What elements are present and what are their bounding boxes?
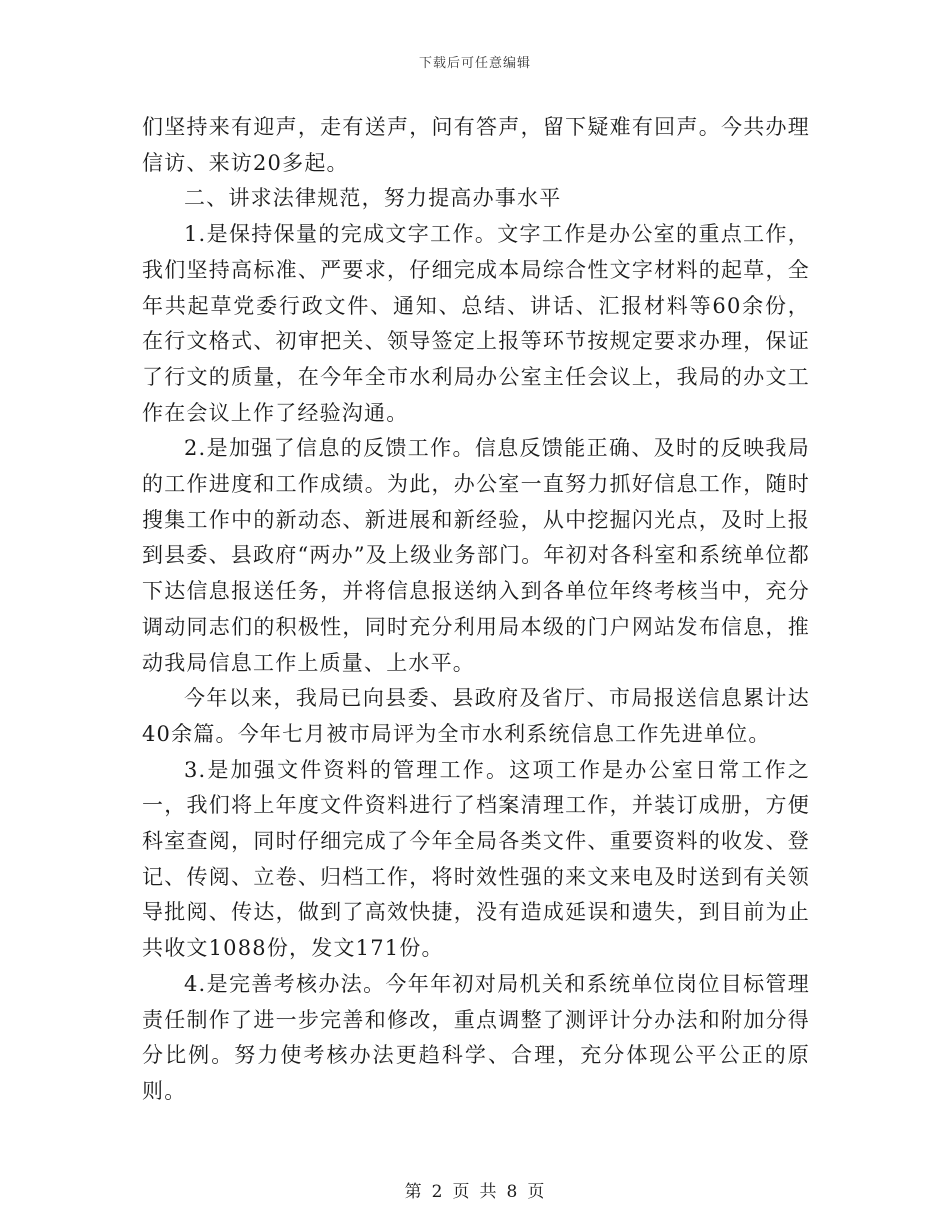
paragraph-item-3: 3.是加强文件资料的管理工作。这项工作是办公室日常工作之一，我们将上年度文件资料进行了档案清理工作，并装订成册，方便科室查阅，同时仔细完成了今年全局各类文件、重要资料的收发、登记、传阅、立卷、归档工作，将时效性强的来文来电及时送到有关领导批阅、传达，做到了高效快捷，没有造成延误和遗失，到目前为止共收文1088份，发文171份。 (142, 757, 810, 961)
document-body (142, 110, 810, 1110)
header-note: 下载后可任意编辑 (418, 56, 531, 71)
page-number (0, 1177, 950, 1202)
paragraph-item-1: 1.是保持保量的完成文字工作。文字工作是办公室的重点工作，我们坚持高标准、严要求，仔细完成本局综合性文字材料的起草，全年共起草党委行政文件、通知、总结、讲话、汇报材料等60余份，在行文格式、初审把关、领导签定上报等环节按规定要求办理，保证了行文的质量，在今年全市水利局办公室主任会议上，我局的办文工作在会议上作了经验沟通。 (142, 222, 810, 425)
paragraph-1: 们坚持来有迎声，走有送声，问有答声，留下疑难有回声。今共办理信访、来访20多起。 (142, 115, 810, 175)
page-number-current: 2 (431, 1182, 444, 1202)
page-number-total-label: 共 (479, 1182, 498, 1202)
section-heading: 二、讲求法律规范，努力提高办事水平 (184, 186, 562, 211)
page-number-unit: 页 (452, 1182, 471, 1202)
paragraph-item-4: 4.是完善考核办法。今年年初对局机关和系统单位岗位目标管理责任制作了进一步完善和修改，重点调整了测评计分办法和附加分得分比例。努力使考核办法更趋科学、合理，充分体现公平公正的原则。 (142, 971, 810, 1103)
page-number-suffix: 页 (527, 1182, 546, 1202)
page-number-prefix: 第 (404, 1182, 423, 1202)
paragraph-info-summary: 今年以来，我局已向县委、县政府及省厅、市局报送信息累计达40余篇。今年七月被市局评为全市水利系统信息工作先进单位。 (142, 686, 810, 746)
page-number-total: 8 (506, 1182, 519, 1202)
paragraph-item-2: 2.是加强了信息的反馈工作。信息反馈能正确、及时的反映我局的工作进度和工作成绩。为此，办公室一直努力抓好信息工作，随时搜集工作中的新动态、新进展和新经验，从中挖掘闪光点，及时上报到县委、县政府“两办”及上级业务部门。年初对各科室和系统单位都下达信息报送任务，并将信息报送纳入到各单位年终考核当中，充分调动同志们的积极性，同时充分利用局本级的门户网站发布信息，推动我局信息工作上质量、上水平。 (142, 436, 810, 675)
